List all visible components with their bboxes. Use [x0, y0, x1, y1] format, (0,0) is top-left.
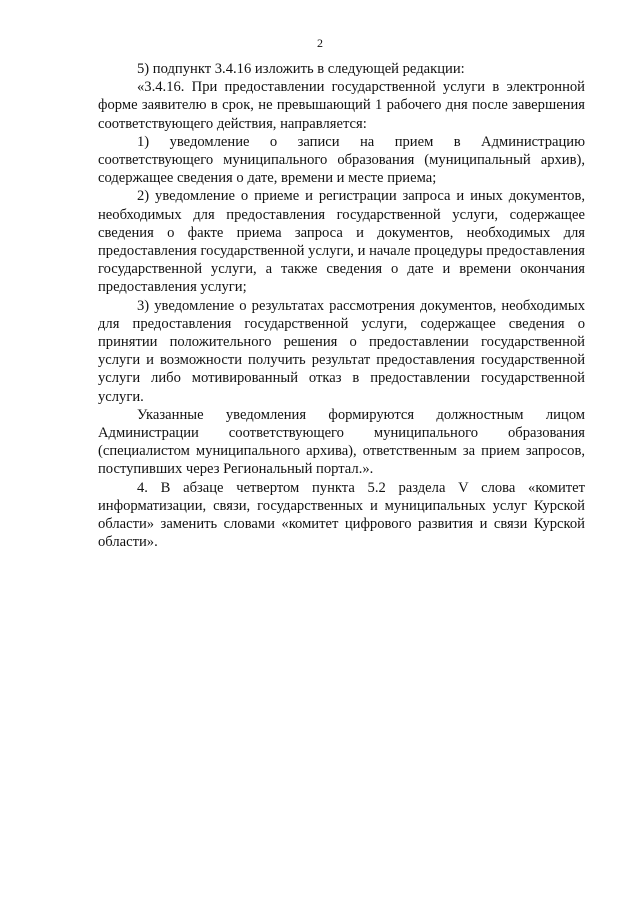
page-number: 2: [317, 36, 323, 50]
paragraph-notification-3: 3) уведомление о результатах рассмотрения документов, необходимых для предоставления государственной услуги, содержащее сведения о принятии положительного решения о предоставлении государственной услуги и возможности получить результат предоставления государственной услуги либо мотивированный отказ в предоставлении государственной услуги.: [98, 297, 585, 405]
paragraph-notification-1: 1) уведомление о записи на прием в Администрацию соответствующего муниципального образования (муниципальный архив), содержащее сведения о дате, времени и месте приема;: [98, 133, 585, 187]
document-body: [98, 60, 585, 551]
paragraph-subitem-5: 5) подпункт 3.4.16 изложить в следующей редакции:: [137, 61, 465, 77]
paragraph-notification-2: 2) уведомление о приеме и регистрации запроса и иных документов, необходимых для предоставления государственной услуги, содержащее сведения о факте приема запроса и документов, необходимых для предоставления государственной услуги, и начале процедуры предоставления государственной услуги, а также сведения о дате и времени окончания предоставления услуги;: [98, 188, 585, 296]
paragraph-item-4: 4. В абзаце четвертом пункта 5.2 раздела V слова «комитет информатизации, связи, государственных и муниципальных услуг Курской области» заменить словами «комитет цифрового развития и связи Курской области».: [98, 479, 585, 551]
paragraph-notifications-formed: Указанные уведомления формируются должностным лицом Администрации соответствующего муниципального образования (специалистом муниципального архива), ответственным за прием запросов, поступивших через Региональный портал.».: [98, 406, 585, 478]
paragraph-3-4-16: «3.4.16. При предоставлении государственной услуги в электронной форме заявителю в срок, не превышающий 1 рабочего дня после завершения соответствующего действия, направляется:: [98, 79, 585, 132]
